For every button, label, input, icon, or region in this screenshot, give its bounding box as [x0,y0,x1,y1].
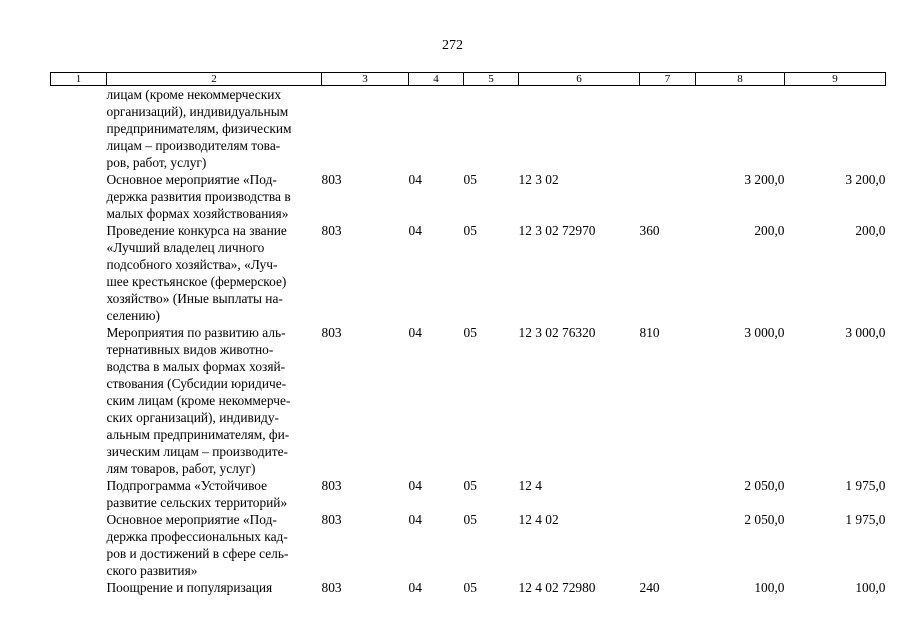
description-line: ского развития» [106,563,198,578]
table-row [51,222,886,324]
cell-col-1 [51,511,107,579]
cell-subsection [464,86,519,172]
description-line: Мероприятия по развитию аль- [106,325,286,340]
description-line: ствования (Субсидии юридиче- [106,376,287,391]
cell-amount-year-1: 2 050,0 [744,512,785,527]
description-line: хозяйство» (Иные выплаты на- [106,291,283,306]
cell-amount-year-1 [696,86,785,172]
cell-target-article: 12 3 02 76320 [518,325,596,340]
description-line: селению) [106,308,160,323]
cell-subsection: 05 [463,223,477,238]
cell-col-1 [51,579,107,596]
description-line: ров и достижений в сфере сель- [106,546,289,561]
description-line: Основное мероприятие «Под- [106,172,277,187]
cell-section: 04 [408,172,422,187]
description-line: организаций), индивидуальным [106,104,289,119]
table-row [51,86,886,172]
description-line: ским лицам (кроме некоммерче- [106,393,291,408]
cell-amount-year-1: 3 000,0 [744,325,785,340]
description-line: альным предпринимателям, фи- [106,427,290,442]
cell-subsection: 05 [463,478,477,493]
cell-target-article [519,86,640,172]
cell-ministry-code: 803 [321,223,342,238]
cell-section [409,86,464,172]
cell-section: 04 [408,478,422,493]
description-line: тернативных видов животно- [106,342,274,357]
cell-amount-year-2: 3 000,0 [845,325,886,340]
description-line: Проведение конкурса на звание [106,223,287,238]
description-line: Подпрограмма «Устойчивое [106,478,268,493]
cell-col-1 [51,222,107,324]
header-col-9: 9 [785,73,886,86]
cell-amount-year-1: 2 050,0 [744,478,785,493]
cell-amount-year-1: 100,0 [754,580,785,595]
cell-target-article: 12 4 [518,478,542,493]
cell-subsection: 05 [463,580,477,595]
description-line: ров, работ, услуг) [106,155,207,170]
budget-table [50,72,886,596]
cell-amount-year-2: 1 975,0 [845,512,886,527]
cell-expense-type: 360 [639,223,660,238]
cell-expense-type [640,511,696,579]
cell-description [107,86,322,172]
cell-col-1 [51,477,107,511]
cell-section: 04 [408,223,422,238]
description-line: «Лучший владелец личного [106,240,265,255]
cell-subsection: 05 [463,172,477,187]
cell-amount-year-1: 3 200,0 [744,172,785,187]
header-col-7: 7 [640,73,696,86]
cell-target-article: 12 4 02 [518,512,559,527]
cell-amount-year-1: 200,0 [754,223,785,238]
header-col-5: 5 [464,73,519,86]
header-col-2: 2 [107,73,322,86]
cell-ministry-code: 803 [321,580,342,595]
cell-expense-type [640,477,696,511]
description-line: шее крестьянское (фермерское) [106,274,287,289]
cell-description [107,222,322,324]
cell-expense-type: 810 [639,325,660,340]
description-line: развитие сельских территорий» [106,495,288,510]
cell-target-article: 12 3 02 [518,172,559,187]
cell-target-article: 12 3 02 72970 [518,223,596,238]
table-row [51,171,886,222]
cell-ministry-code: 803 [321,478,342,493]
description-line: зическим лицам – производите- [106,444,289,459]
description-line: ских организаций), индивиду- [106,410,279,425]
header-col-8: 8 [696,73,785,86]
description-line: лицам – производителям това- [106,138,281,153]
cell-col-1 [51,171,107,222]
description-line: предпринимателям, физическим [106,121,292,136]
header-col-4: 4 [409,73,464,86]
page-number: 272 [442,38,463,53]
cell-expense-type [640,86,696,172]
description-line: Поощрение и популяризация [106,580,273,595]
cell-description [107,579,322,596]
cell-expense-type: 240 [639,580,660,595]
cell-expense-type [640,171,696,222]
table-row [51,477,886,511]
description-line: Основное мероприятие «Под- [106,512,277,527]
cell-section: 04 [408,580,422,595]
cell-amount-year-2: 3 200,0 [845,172,886,187]
cell-section: 04 [408,512,422,527]
cell-col-1 [51,86,107,172]
description-line: малых формах хозяйствования» [106,206,289,221]
table-row [51,324,886,477]
cell-ministry-code [322,86,409,172]
cell-ministry-code: 803 [321,172,342,187]
cell-section: 04 [408,325,422,340]
header-row [51,73,886,86]
description-line: водства в малых формах хозяй- [106,359,286,374]
cell-amount-year-2: 200,0 [855,223,886,238]
cell-col-1 [51,324,107,477]
description-line: подсобного хозяйства», «Луч- [106,257,278,272]
description-line: держка профессиональных кад- [106,529,288,544]
cell-ministry-code: 803 [321,325,342,340]
description-line: лицам (кроме некоммерческих [106,87,282,102]
cell-amount-year-2: 1 975,0 [845,478,886,493]
cell-amount-year-2 [785,86,886,172]
cell-description [107,171,322,222]
header-col-1: 1 [51,73,107,86]
cell-ministry-code: 803 [321,512,342,527]
cell-amount-year-2: 100,0 [855,580,886,595]
cell-subsection: 05 [463,512,477,527]
cell-target-article: 12 4 02 72980 [518,580,596,595]
header-col-6: 6 [519,73,640,86]
cell-description [107,477,322,511]
table-row [51,579,886,596]
cell-subsection: 05 [463,325,477,340]
header-col-3: 3 [322,73,409,86]
table-row [51,511,886,579]
description-line: держка развития производства в [106,189,291,204]
description-line: лям товаров, работ, услуг) [106,461,256,476]
cell-description [107,324,322,477]
cell-description [107,511,322,579]
